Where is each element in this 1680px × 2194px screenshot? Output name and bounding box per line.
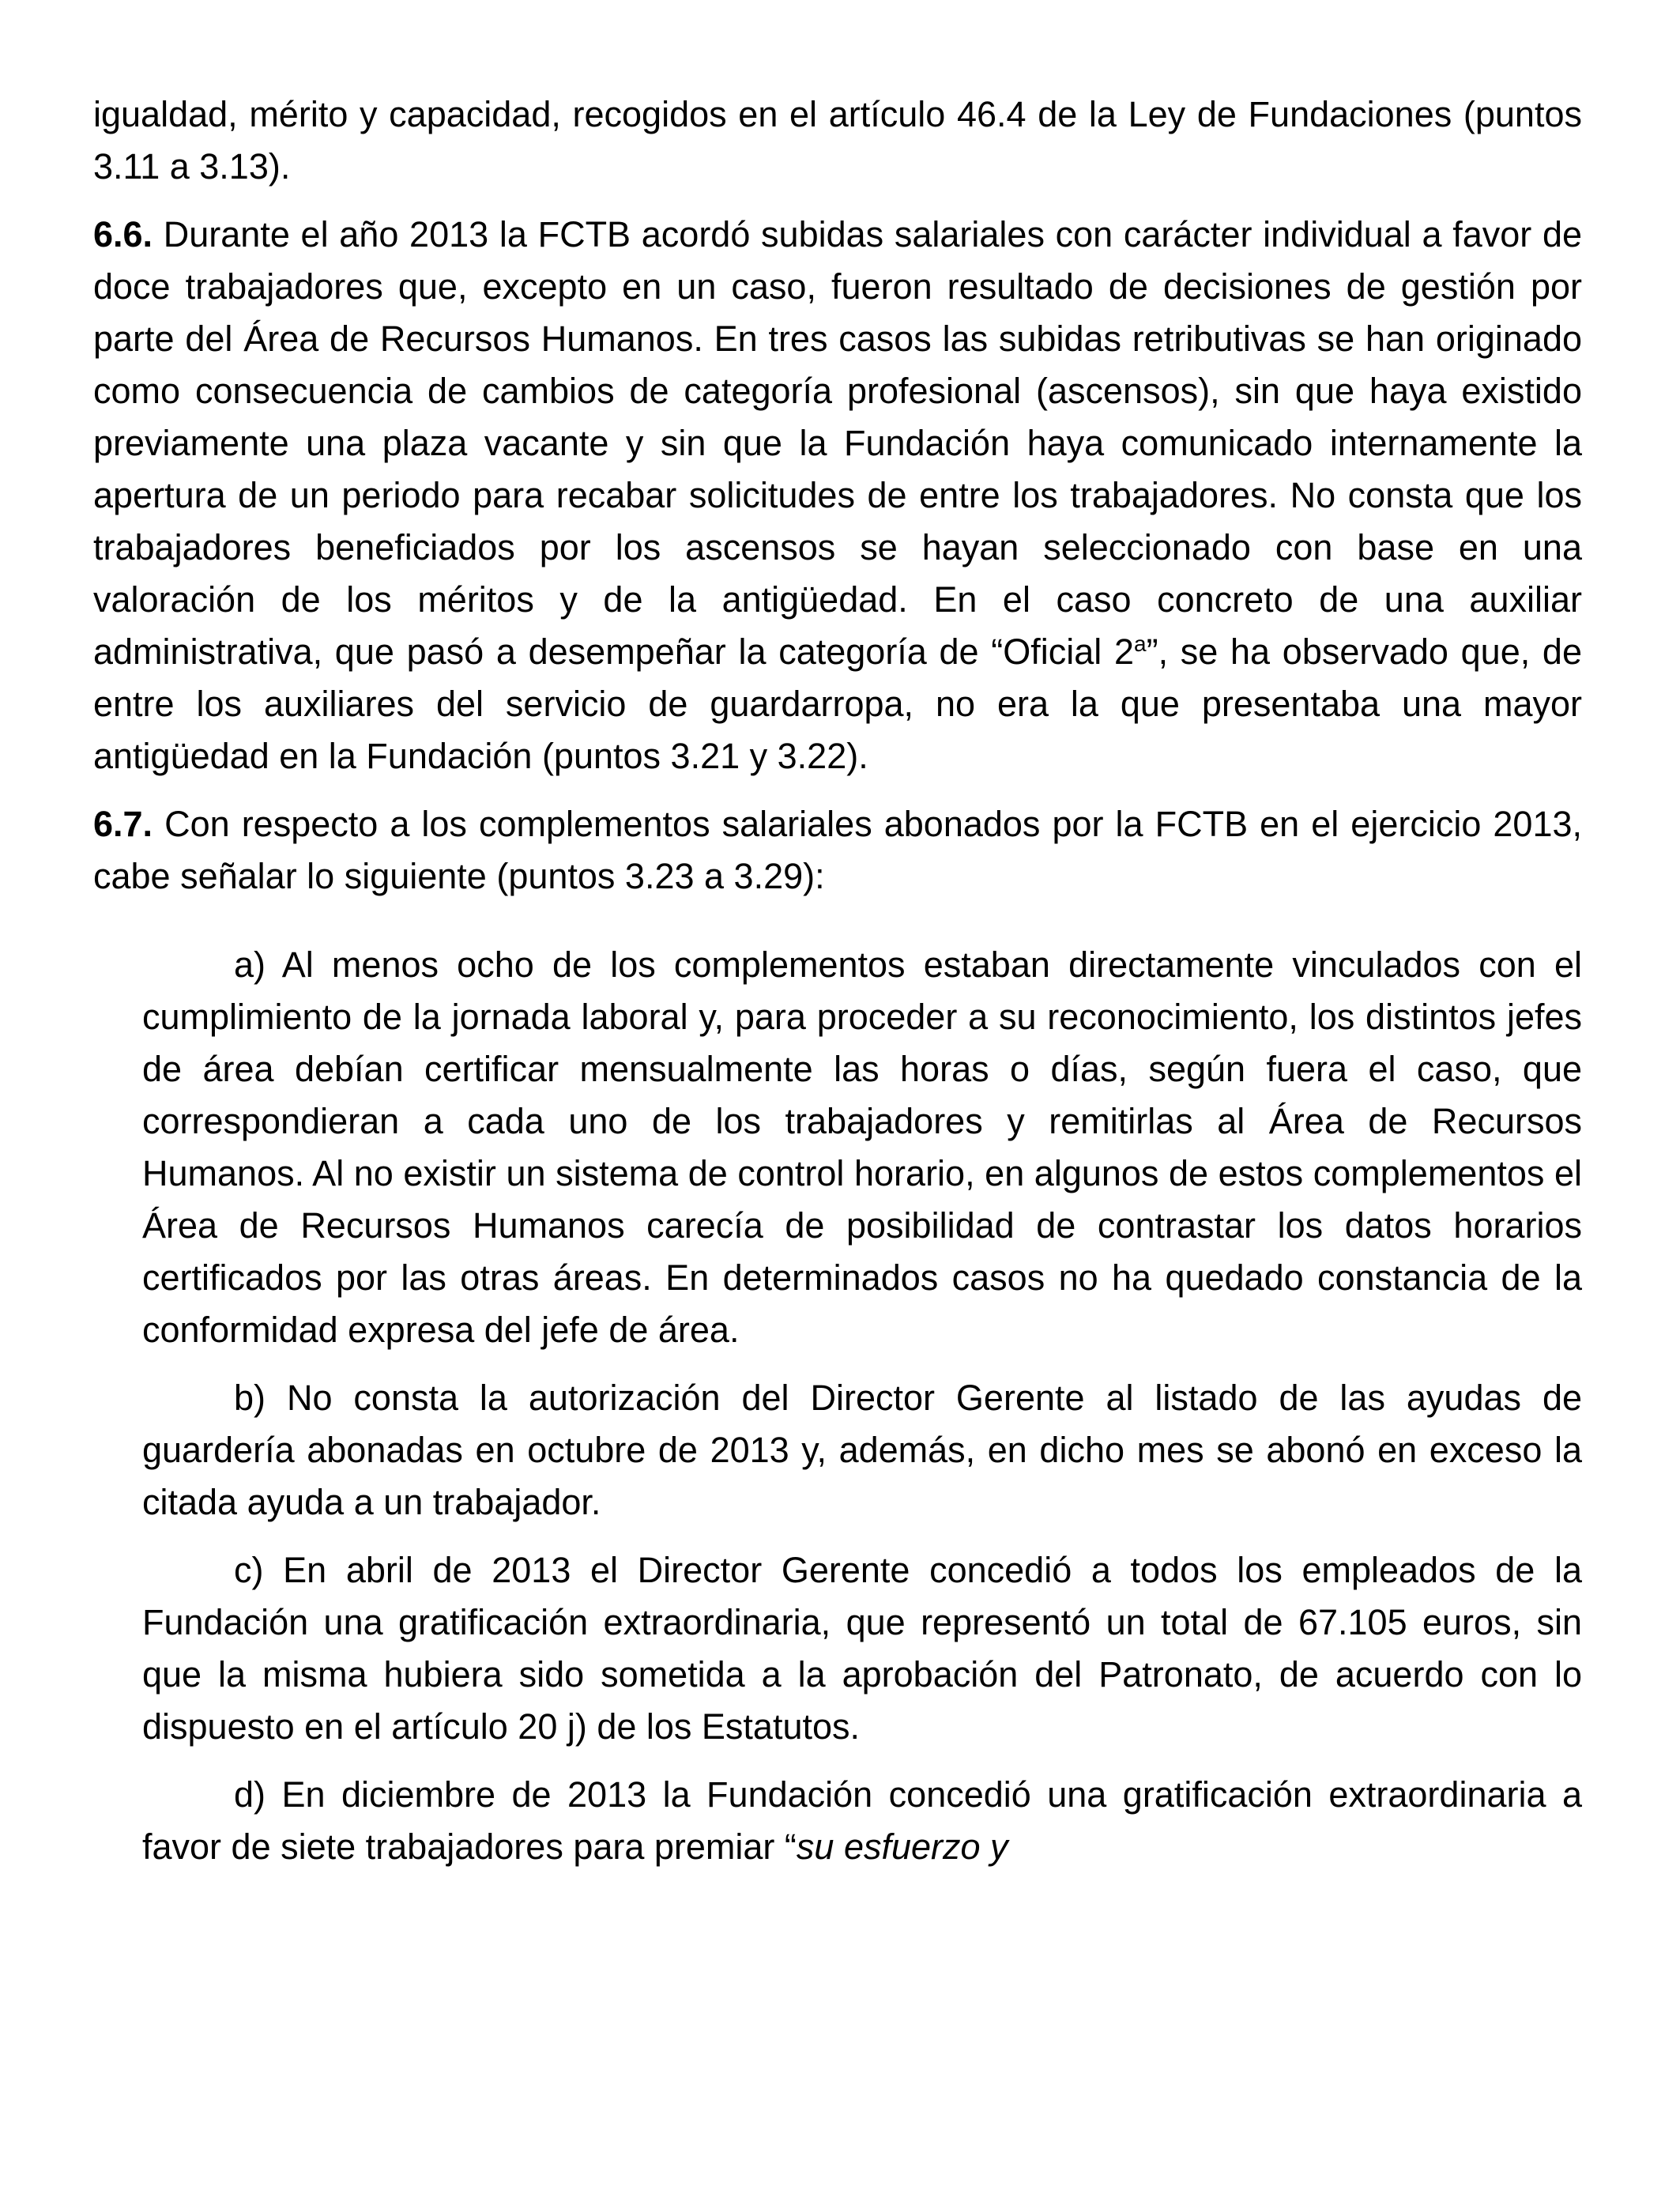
paragraph-6-7 — [93, 798, 1582, 903]
list-item-d — [142, 1769, 1582, 1873]
paragraph-6-7-text: Con respecto a los complementos salariales abonados por la FCTB en el ejercicio 2013, cabe señalar lo siguiente (puntos 3.23 a 3.29): — [93, 804, 1582, 896]
list-item-c-label: c) — [234, 1550, 264, 1590]
section-number-6-6: 6.6. — [93, 214, 153, 254]
list-item-d-label: d) — [234, 1774, 266, 1815]
list-item-d-text: En diciembre de 2013 la Fundación concedió una gratificación extraordinaria a favor de siete trabajadores para premiar “ — [142, 1774, 1582, 1867]
superscript-ordinal: a — [1134, 631, 1147, 656]
list-item-b-text: No consta la autorización del Director Gerente al listado de las ayudas de guardería abonadas en octubre de 2013 y, además, en dicho mes se abonó en exceso la citada ayuda a un trabajador. — [142, 1378, 1582, 1522]
list-item-a-label: a) — [234, 944, 266, 985]
paragraph-intro — [93, 89, 1582, 193]
section-number-6-7: 6.7. — [93, 804, 153, 844]
list-item-d-italic-quote: su esfuerzo y — [796, 1826, 1008, 1867]
list-item-a — [142, 939, 1582, 1356]
document-page — [93, 89, 1582, 1889]
paragraph-intro-text: igualdad, mérito y capacidad, recogidos en el artículo 46.4 de la Ley de Fundaciones (puntos 3.11 a 3.13). — [93, 94, 1582, 187]
paragraph-6-6-text-b: ”, se ha observado que, de entre los auxiliares del servicio de guardarropa, no era la que presentaba una mayor antigüedad en la Fundación (puntos 3.21 y 3.22). — [93, 631, 1582, 776]
list-item-c — [142, 1544, 1582, 1753]
list-item-b — [142, 1372, 1582, 1529]
paragraph-6-6-text-a: Durante el año 2013 la FCTB acordó subidas salariales con carácter individual a favor de doce trabajadores que, excepto en un caso, fueron resultado de decisiones de gestión por parte del Área de Recursos Humanos. En tres casos las subidas retributivas se han originado como consecuencia de cambios de categoría profesional (ascensos), sin que haya existido previamente una plaza vacante y sin que la Fundación haya comunicado internamente la apertura de un periodo para recabar solicitudes de entre los trabajadores. No consta que los trabajadores beneficiados por los ascensos se hayan seleccionado con base en una valoración de los méritos y de la antigüedad. En el caso concreto de una auxiliar administrativa, que pasó a desempeñar la categoría de “Oficial 2 — [93, 214, 1582, 672]
list-item-b-label: b) — [234, 1378, 266, 1418]
list-item-c-text: En abril de 2013 el Director Gerente concedió a todos los empleados de la Fundación una gratificación extraordinaria, que representó un total de 67.105 euros, sin que la misma hubiera sido sometida a la aprobación del Patronato, de acuerdo con lo dispuesto en el artículo 20 j) de los Estatutos. — [142, 1550, 1582, 1747]
list-item-a-text: Al menos ocho de los complementos estaban directamente vinculados con el cumplimiento de la jornada laboral y, para proceder a su reconocimiento, los distintos jefes de área debían certificar mensualmente las horas o días, según fuera el caso, que correspondieran a cada uno de los trabajadores y remitirlas al Área de Recursos Humanos. Al no existir un sistema de control horario, en algunos de estos complementos el Área de Recursos Humanos carecía de posibilidad de contrastar los datos horarios certificados por las otras áreas. En determinados casos no ha quedado constancia de la conformidad expresa del jefe de área. — [142, 944, 1582, 1350]
paragraph-6-6 — [93, 209, 1582, 782]
